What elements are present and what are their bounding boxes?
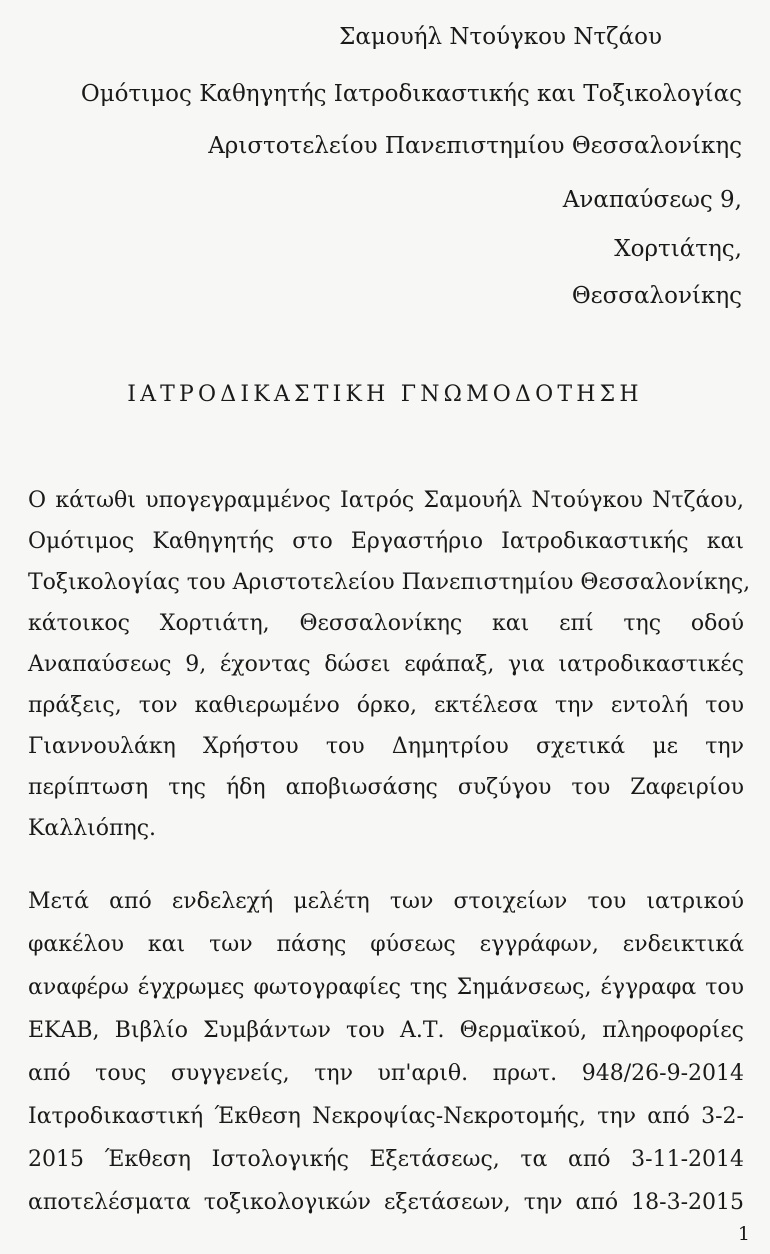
text-line: φακέλου και των πάσης φύσεως εγγράφων, ενδεικτικά [28,932,744,957]
paragraph-study [28,880,744,1224]
text-line: Ο κάτωθι υπογεγραμμένος Ιατρός Σαμουήλ Ντούγκου Ντζάου, [28,488,744,513]
author-university: Αριστοτελείου Πανεπιστημίου Θεσσαλονίκης [208,133,742,159]
page-number: 1 [737,1223,750,1245]
text-line: 2015 Έκθεση Ιστολογικής Εξετάσεως, τα από 3-11-2014 [28,1147,744,1172]
paragraph-intro [28,480,751,849]
text-line: Αναπαύσεως 9, έχοντας δώσει εφάπαξ, για ιατροδικαστικές [28,652,744,677]
text-line: περίπτωση της ήδη αποβιωσάσης συζύγου του Ζαφειρίου [28,775,744,800]
text-line: κάτοικος Χορτιάτη, Θεσσαλονίκης και επί της οδού [28,611,744,636]
document-heading: ΙΑΤΡΟΔΙΚΑΣΤΙΚΗ ΓΝΩΜΟΔΟΤΗΣΗ [127,382,643,407]
text-line: αποτελέσματα τοξικολογικών εξετάσεων, την από 18-3-2015 [28,1190,744,1215]
author-name: Σαμουήλ Ντούγκου Ντζάου [339,24,662,50]
text-line: από τους συγγενείς, την υπ'αριθ. πρωτ. 948/26-9-2014 [28,1061,744,1086]
text-line: Καλλιόπης. [28,816,157,841]
text-line: Τοξικολογίας του Αριστοτελείου Πανεπιστημίου Θεσσαλονίκης, [28,570,751,595]
text-line: Ιατροδικαστική Έκθεση Νεκροψίας-Νεκροτομής, την από 3-2- [28,1104,744,1129]
text-line: Γιαννουλάκη Χρήστου του Δημητρίου σχετικά με την [28,734,744,759]
text-line: πράξεις, τον καθιερωμένο όρκο, εκτέλεσα την εντολή του [28,693,744,718]
text-line: Ομότιμος Καθηγητής στο Εργαστήριο Ιατροδικαστικής και [28,529,744,554]
text-line: ΕΚΑΒ, Βιβλίο Συμβάντων του Α.Τ. Θερμαϊκού, πληροφορίες [28,1018,744,1043]
address-city: Θεσσαλονίκης [571,283,742,309]
address-town: Χορτιάτης, [614,236,742,262]
address-street: Αναπαύσεως 9, [562,187,742,213]
text-line: αναφέρω έγχρωμες φωτογραφίες της Σημάνσεως, έγγραφα του [28,975,744,1000]
text-line: Μετά από ενδελεχή μελέτη των στοιχείων του ιατρικού [28,889,744,914]
author-title: Ομότιμος Καθηγητής Ιατροδικαστικής και Τοξικολογίας [80,81,742,107]
